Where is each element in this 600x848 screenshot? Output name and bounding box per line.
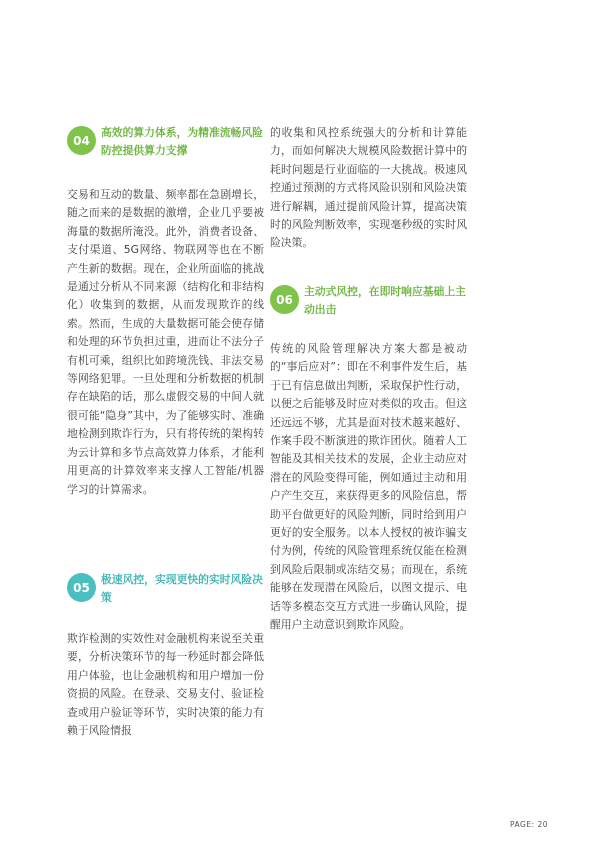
section-title: 极速风控，实现更快的实时风险决策: [101, 573, 263, 604]
page-number: PAGE: 20: [509, 820, 548, 829]
section-06-paragraph: 传统的风险管理解决方案大都是被动的“事后应对”：即在不利事件发生后，基于已有信息做出判断，采取保护性行动，以便之后能够及时应对类似的攻击。但这还远远不够，尤其是面对技术越来越好、作案手段不断演进的欺诈团伙。随着人工智能及其相关技术的发展，企业主动应对潜在的风险变得可能，例如通过主动和用户产生交互，来获得更多的风险信息，帮助平台做更好的风险判断，同时给到用户更好的安全服务。以本人授权的被诈骗支付为例，传统的风险管理系统仅能在检测到风险后限制或冻结交易；而现在，系统能够在发现潜在风险后，以图文提示、电话等多模态交互方式进一步确认风险，提醒用户主动意识到欺诈风险。: [270, 342, 467, 632]
section-04-paragraph: 交易和互动的数量、频率都在急剧增长，随之而来的是数据的激增，企业几乎要被海量的数据所淹没。此外，消费者设备、支付渠道、5G网络、物联网等也在不断产生新的数据。现在，企业所面临的挑战是通过分析从不同来源（结构化和非结构化）收集到的数据，从而发现欺诈的线索。然而，生成的大量数据可能会使存储和处理的环节负担过重，进而让不法分子有机可乘，组织比如跨境洗钱、非法交易等网络犯罪。一旦处理和分析数据的机制存在缺陷的话，那么虚假交易的中间人就很可能“隐身”其中，为了能够实时、准确地检测到欺诈行为，只有将传统的架构转为云计算和多节点高效算力体系，才能利用更高的计算效率来支撑人工智能/机器学习的计算需求。: [67, 188, 264, 496]
section-number-badge: 06: [270, 285, 299, 314]
section-title: 主动式风控，在即时响应基础上主动出击: [304, 285, 466, 316]
section-number-badge: 04: [67, 126, 96, 155]
section-06-heading: [270, 283, 468, 319]
section-05-heading: [67, 571, 265, 607]
section-04-heading: [67, 124, 265, 160]
section-number-badge: 05: [67, 573, 96, 602]
section-title: 高效的算力体系，为精准流畅风险防控提供算力支撑: [101, 126, 263, 157]
section-05-continued-paragraph: 的收集和风控系统强大的分析和计算能力，而如何解决大规模风险数据计算中的耗时问题是行业面临的一大挑战。极速风控通过预测的方式将风险识别和风险决策进行解耦，通过提前风险计算，提高决策时的风险判断效率，实现毫秒级的实时风险决策。: [270, 126, 467, 250]
section-05-paragraph: 欺诈检测的实效性对金融机构来说至关重要，分析决策环节的每一秒延时都会降低用户体验，也让金融机构和用户增加一份资损的风险。在登录、交易支付、验证检查或用户验证等环节，实时决策的能力有赖于风险情报: [67, 632, 264, 738]
